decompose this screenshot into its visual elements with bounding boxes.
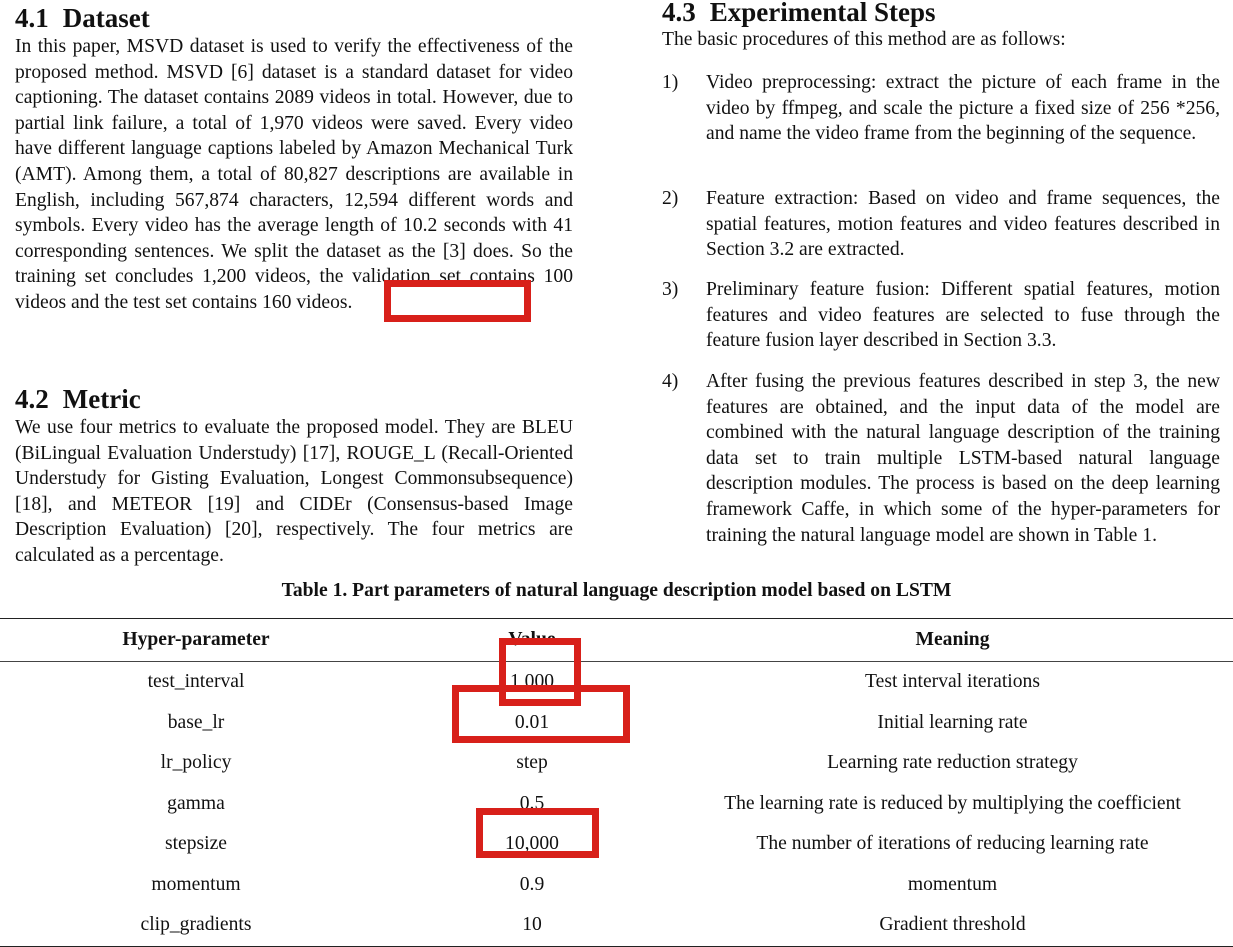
- cell-meaning: momentum: [907, 873, 998, 895]
- cell-value: 10: [522, 914, 542, 936]
- section-heading-metric: 4.2 Metric: [15, 384, 141, 414]
- cell-param: momentum: [151, 873, 241, 895]
- cell-meaning: Learning rate reduction strategy: [827, 752, 1078, 774]
- cell-meaning: Gradient threshold: [879, 914, 1026, 936]
- header-hyper-parameter: Hyper-parameter: [122, 629, 270, 650]
- cell-param: gamma: [167, 792, 225, 814]
- table-row: [0, 824, 1233, 865]
- cell-value: step: [516, 752, 548, 774]
- cell-meaning: Test interval iterations: [865, 671, 1040, 693]
- table-row: [0, 743, 1233, 784]
- highlight-box-stepsize-value: [476, 808, 599, 858]
- table-header-row: [0, 619, 1233, 662]
- dataset-paragraph: In this paper, MSVD dataset is used to verify the effectiveness of the proposed method. MSVD [6] dataset is a standard dataset for video captioning. The dataset contains 2089 videos in total. However, due to partial link failure, a total of 1,970 videos were saved. Every video have different language captions labeled by Amazon Mechanical Turk (AMT). Among them, a total of 80,827 descriptions are available in English, including 567,874 characters, 12,594 different words and symbols. Every video has the average length of 10.2 seconds with 41 corresponding sentences. We split the dataset as the [3] does. So the training set concludes 1,200 videos, the validation set contains 100 videos and the test set contains 160 videos.: [15, 36, 573, 313]
- table-row: [0, 784, 1233, 825]
- cell-param: test_interval: [147, 671, 245, 693]
- cell-meaning: The number of iterations of reducing learning rate: [756, 833, 1149, 855]
- metric-paragraph: We use four metrics to evaluate the proposed model. They are BLEU (BiLingual Evaluation Understudy) [17], ROUGE_L (Recall-Oriented Understudy for Gisting Evaluation, Longest Commonsubsequence) [18], and METEOR [19] and CIDEr (Consensus-based Image Description Evaluation) [20], respectively. The four metrics are calculated as a percentage.: [15, 417, 573, 566]
- header-meaning: Meaning: [915, 629, 990, 650]
- cell-meaning: Initial learning rate: [877, 711, 1028, 733]
- section-heading-experimental-steps: 4.3 Experimental Steps: [662, 0, 936, 27]
- cell-value: 10,000: [505, 833, 559, 855]
- highlight-box-training-videos: [384, 280, 531, 322]
- highlight-box-base-lr-value: [452, 685, 630, 743]
- cell-value: 0.5: [519, 792, 545, 814]
- cell-value: 1,000: [509, 671, 555, 693]
- steps-intro: The basic procedures of this method are as follows:: [662, 29, 1066, 50]
- section-heading-dataset: 4.1 Dataset: [15, 3, 150, 33]
- cell-value: 0.9: [519, 873, 545, 895]
- cell-param: stepsize: [164, 833, 228, 855]
- table-caption: Table 1. Part parameters of natural language description model based on LSTM: [281, 580, 952, 601]
- table-row: [0, 905, 1233, 946]
- cell-param: base_lr: [167, 711, 225, 733]
- cell-param: lr_policy: [160, 752, 232, 774]
- cell-meaning: The learning rate is reduced by multiplying the coefficient: [724, 792, 1181, 814]
- table-row: [0, 865, 1233, 906]
- header-value: Value: [508, 629, 556, 650]
- cell-param: clip_gradients: [140, 914, 252, 936]
- parameter-table: [0, 618, 1233, 947]
- cell-value: 0.01: [514, 711, 550, 733]
